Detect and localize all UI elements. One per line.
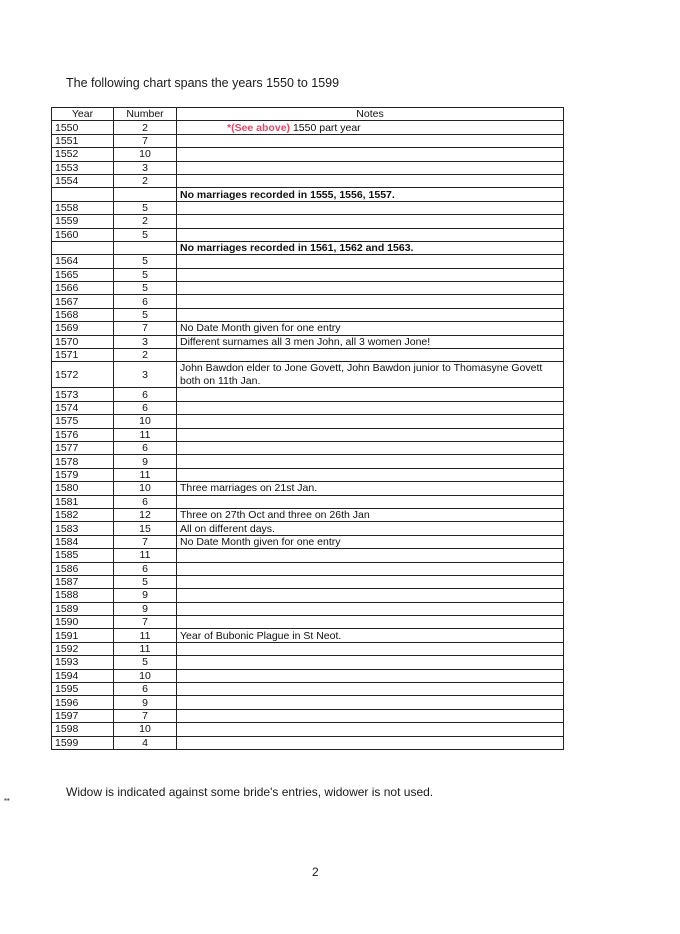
year-cell: 1579: [52, 468, 114, 481]
table-row: [52, 268, 564, 281]
year-cell: 1560: [52, 228, 114, 241]
number-cell: 12: [114, 508, 177, 521]
table-header-row: [52, 108, 564, 121]
table-row: [52, 282, 564, 295]
table-row: [52, 616, 564, 629]
notes-cell: [177, 282, 564, 295]
number-cell: 2: [114, 121, 177, 134]
table-row: [52, 508, 564, 521]
number-cell: 11: [114, 629, 177, 642]
year-cell: 1587: [52, 575, 114, 588]
notes-cell: [177, 201, 564, 214]
notes-cell: Different surnames all 3 men John, all 3 women Jone!: [177, 335, 564, 348]
notes-cell: Three marriages on 21st Jan.: [177, 482, 564, 495]
year-cell: 1551: [52, 134, 114, 147]
notes-cell: [177, 174, 564, 187]
notes-cell: [177, 401, 564, 414]
number-cell: 9: [114, 602, 177, 615]
number-cell: 2: [114, 174, 177, 187]
notes-cell: [177, 709, 564, 722]
table-row: [52, 696, 564, 709]
year-cell: 1572: [52, 362, 114, 388]
table-row: [52, 535, 564, 548]
number-cell: 6: [114, 683, 177, 696]
year-cell: 1597: [52, 709, 114, 722]
table-row: [52, 656, 564, 669]
number-cell: [114, 188, 177, 201]
table-row: [52, 683, 564, 696]
table-row: [52, 723, 564, 736]
notes-cell: [177, 349, 564, 362]
number-cell: 5: [114, 575, 177, 588]
notes-cell: [177, 415, 564, 428]
notes-cell: No Date Month given for one entry: [177, 535, 564, 548]
number-cell: 2: [114, 215, 177, 228]
notes-cell: [177, 441, 564, 454]
year-cell: 1590: [52, 616, 114, 629]
table-row: [52, 255, 564, 268]
notes-cell: [177, 295, 564, 308]
number-cell: 2: [114, 349, 177, 362]
notes-cell: [177, 161, 564, 174]
number-cell: 10: [114, 669, 177, 682]
year-cell: 1567: [52, 295, 114, 308]
table-row: [52, 669, 564, 682]
number-cell: 5: [114, 268, 177, 281]
number-cell: 7: [114, 535, 177, 548]
number-cell: 6: [114, 295, 177, 308]
table-row: [52, 201, 564, 214]
number-cell: 9: [114, 455, 177, 468]
year-cell: 1596: [52, 696, 114, 709]
number-cell: 3: [114, 362, 177, 388]
number-cell: 7: [114, 134, 177, 147]
number-cell: 3: [114, 161, 177, 174]
year-cell: 1568: [52, 308, 114, 321]
number-cell: 10: [114, 415, 177, 428]
footer-note: Widow is indicated against some bride's entries, widower is not used.: [66, 785, 434, 799]
table-row: [52, 134, 564, 147]
number-cell: 5: [114, 228, 177, 241]
number-cell: 11: [114, 549, 177, 562]
year-cell: 1553: [52, 161, 114, 174]
notes-cell: [177, 589, 564, 602]
table-row: [52, 241, 564, 254]
year-cell: 1591: [52, 629, 114, 642]
number-cell: 15: [114, 522, 177, 535]
notes-cell: [177, 148, 564, 161]
table-row: [52, 228, 564, 241]
year-cell: 1578: [52, 455, 114, 468]
year-cell: 1554: [52, 174, 114, 187]
number-cell: 3: [114, 335, 177, 348]
part-year-note: 1550 part year: [290, 121, 361, 134]
notes-cell: [177, 602, 564, 615]
table-row: [52, 642, 564, 655]
table-row: [52, 362, 564, 388]
year-cell: 1566: [52, 282, 114, 295]
number-cell: 5: [114, 308, 177, 321]
number-cell: 5: [114, 656, 177, 669]
number-cell: 6: [114, 562, 177, 575]
notes-cell: [177, 121, 564, 134]
year-cell: 1573: [52, 388, 114, 401]
number-cell: 7: [114, 616, 177, 629]
number-cell: 6: [114, 401, 177, 414]
year-cell: 1595: [52, 683, 114, 696]
table-row: [52, 388, 564, 401]
year-cell: 1570: [52, 335, 114, 348]
year-cell: 1585: [52, 549, 114, 562]
page-number: 2: [312, 865, 319, 879]
table-row: [52, 575, 564, 588]
year-cell: 1599: [52, 736, 114, 749]
notes-cell: [177, 215, 564, 228]
notes-cell: No marriages recorded in 1555, 1556, 1557.: [177, 188, 564, 201]
year-cell: 1598: [52, 723, 114, 736]
table-row: [52, 322, 564, 335]
notes-cell: [177, 255, 564, 268]
year-cell: 1582: [52, 508, 114, 521]
number-cell: 11: [114, 642, 177, 655]
table-row: [52, 308, 564, 321]
table-row: [52, 174, 564, 187]
year-cell: 1593: [52, 656, 114, 669]
notes-cell: [177, 723, 564, 736]
year-cell: 1584: [52, 535, 114, 548]
notes-header: Notes: [177, 108, 564, 121]
table-row: [52, 161, 564, 174]
notes-cell: [177, 616, 564, 629]
number-cell: 10: [114, 148, 177, 161]
notes-cell: [177, 683, 564, 696]
year-cell: [52, 241, 114, 254]
number-cell: 11: [114, 428, 177, 441]
notes-cell: [177, 696, 564, 709]
number-cell: 5: [114, 282, 177, 295]
see-above-note: *(See above): [227, 121, 291, 134]
year-cell: 1588: [52, 589, 114, 602]
number-cell: 11: [114, 468, 177, 481]
year-cell: 1565: [52, 268, 114, 281]
notes-cell: [177, 455, 564, 468]
notes-cell: [177, 656, 564, 669]
table-row: [52, 562, 564, 575]
year-cell: 1594: [52, 669, 114, 682]
table-row: [52, 709, 564, 722]
notes-cell: [177, 428, 564, 441]
year-cell: 1576: [52, 428, 114, 441]
year-cell: 1575: [52, 415, 114, 428]
number-cell: [114, 241, 177, 254]
number-cell: 10: [114, 723, 177, 736]
number-cell: 6: [114, 441, 177, 454]
table-row: [52, 349, 564, 362]
number-cell: 7: [114, 322, 177, 335]
table-row: [52, 482, 564, 495]
notes-cell: [177, 495, 564, 508]
year-cell: 1589: [52, 602, 114, 615]
year-cell: 1571: [52, 349, 114, 362]
notes-cell: Year of Bubonic Plague in St Neot.: [177, 629, 564, 642]
year-cell: 1592: [52, 642, 114, 655]
notes-cell: [177, 642, 564, 655]
table-row: [52, 455, 564, 468]
notes-cell: [177, 549, 564, 562]
year-cell: 1552: [52, 148, 114, 161]
notes-cell: No marriages recorded in 1561, 1562 and 1563.: [177, 241, 564, 254]
number-header: Number: [114, 108, 177, 121]
notes-cell: All on different days.: [177, 522, 564, 535]
margin-mark: ▪▪: [4, 795, 10, 804]
year-cell: 1559: [52, 215, 114, 228]
notes-cell: Three on 27th Oct and three on 26th Jan: [177, 508, 564, 521]
notes-cell: [177, 562, 564, 575]
table-row: [52, 589, 564, 602]
notes-cell: [177, 308, 564, 321]
year-cell: 1580: [52, 482, 114, 495]
table-row: [52, 415, 564, 428]
intro-text: The following chart spans the years 1550 to 1599: [66, 76, 340, 90]
year-cell: 1583: [52, 522, 114, 535]
table-row: [52, 441, 564, 454]
table-row: [52, 549, 564, 562]
table-row: [52, 121, 564, 134]
number-cell: 5: [114, 201, 177, 214]
year-cell: 1577: [52, 441, 114, 454]
table-row: [52, 335, 564, 348]
table-row: [52, 602, 564, 615]
table-row: [52, 522, 564, 535]
notes-cell: [177, 228, 564, 241]
year-cell: [52, 188, 114, 201]
year-cell: 1586: [52, 562, 114, 575]
number-cell: 4: [114, 736, 177, 749]
year-cell: 1564: [52, 255, 114, 268]
number-cell: 9: [114, 696, 177, 709]
table-row: [52, 295, 564, 308]
table-row: [52, 428, 564, 441]
table-row: [52, 188, 564, 201]
number-cell: 5: [114, 255, 177, 268]
notes-cell: No Date Month given for one entry: [177, 322, 564, 335]
notes-cell: [177, 468, 564, 481]
notes-cell: [177, 388, 564, 401]
notes-cell: [177, 575, 564, 588]
number-cell: 9: [114, 589, 177, 602]
table-row: [52, 148, 564, 161]
table-row: [52, 629, 564, 642]
table-row: [52, 215, 564, 228]
year-header: Year: [52, 108, 114, 121]
notes-cell: [177, 669, 564, 682]
year-cell: 1574: [52, 401, 114, 414]
notes-cell: John Bawdon elder to Jone Govett, John Bawdon junior to Thomasyne Govett both on 11th Jan.: [177, 362, 564, 388]
notes-cell: [177, 736, 564, 749]
year-cell: 1550: [52, 121, 114, 134]
number-cell: 10: [114, 482, 177, 495]
table-row: [52, 401, 564, 414]
number-cell: 6: [114, 388, 177, 401]
number-cell: 6: [114, 495, 177, 508]
year-cell: 1569: [52, 322, 114, 335]
year-cell: 1581: [52, 495, 114, 508]
table-row: [52, 468, 564, 481]
year-cell: 1558: [52, 201, 114, 214]
table-row: [52, 495, 564, 508]
notes-cell: [177, 268, 564, 281]
notes-cell: [177, 134, 564, 147]
marriages-table: [51, 107, 564, 750]
number-cell: 7: [114, 709, 177, 722]
table-row: [52, 736, 564, 749]
